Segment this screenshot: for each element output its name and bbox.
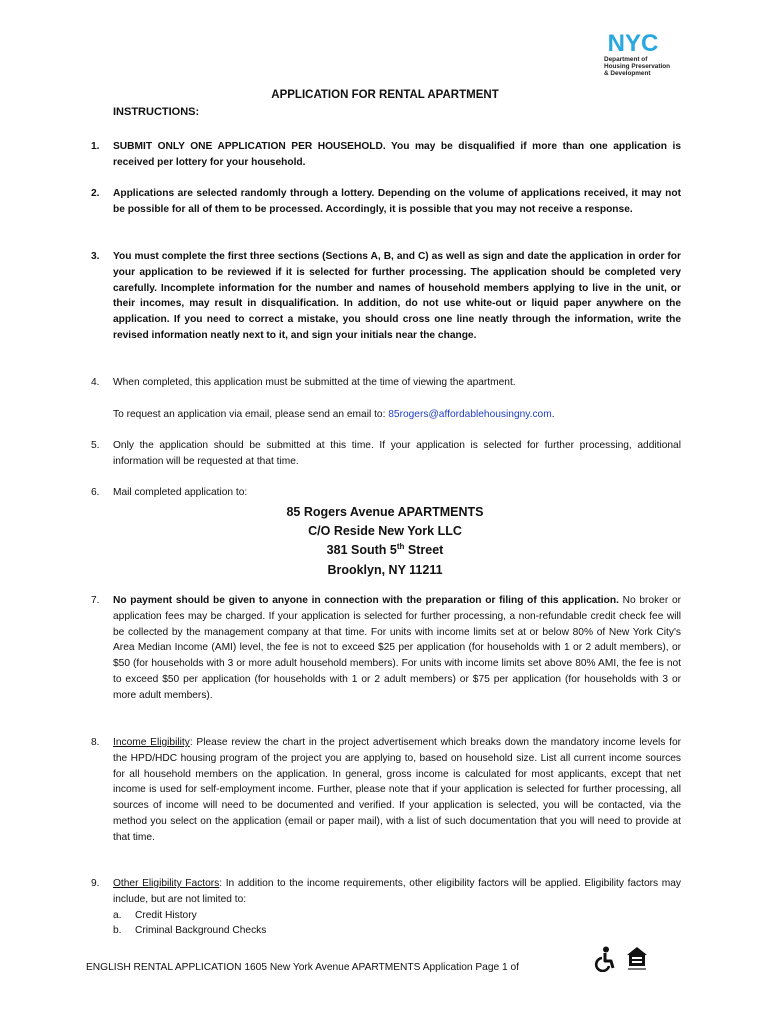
income-eligibility-label: Income Eligibility <box>113 737 190 748</box>
instruction-2 <box>87 186 681 218</box>
item-text: Mail completed application to: <box>113 487 248 498</box>
other-eligibility-text: In addition to the income requirements, other eligibility factors will be applied. Eligibility factors may include, but are not limited to: <box>113 878 681 905</box>
nyc-logo-icon <box>604 32 662 54</box>
page-footer: ENGLISH RENTAL APPLICATION 1605 New York Avenue APARTMENTS Application Page 1 of <box>86 962 519 973</box>
instruction-6 <box>87 485 681 501</box>
sub-item-letter: b. <box>113 925 122 937</box>
accessibility-icon <box>594 946 616 972</box>
address-line-1: 85 Rogers Avenue APARTMENTS <box>286 505 484 519</box>
other-eligibility-label: Other Eligibility Factors <box>113 878 220 889</box>
address-line-4: Brooklyn, NY 11211 <box>327 562 443 577</box>
item-number: 9. <box>91 878 100 889</box>
item-number: 3. <box>91 251 100 262</box>
item-number: 4. <box>91 377 100 388</box>
mailing-address <box>0 503 770 580</box>
logo-line-2: Housing Preservation <box>604 63 671 71</box>
item-number: 5. <box>91 440 100 451</box>
item-text: SUBMIT ONLY ONE APPLICATION PER HOUSEHOLD. You may be disqualified if more than one application is received per lottery for your household. <box>113 141 681 168</box>
logo-line-3: & Development <box>604 70 651 78</box>
email-period: . <box>551 408 555 420</box>
instruction-8 <box>87 735 681 846</box>
item-text: You must complete the first three sections (Sections A, B, and C) as well as sign and date the application in order for your application to be reviewed if it is selected for further processing. The application should be completed very carefully. Incomplete information for the number and names of household members applying to live in the unit, or their incomes, may result in disqualification. In addition, do not use white-out or liquid paper anywhere on the application. If you need to correct a mistake, you should cross one line neatly through the information, write the revised information neatly next to it, and sign your initials near the change. <box>113 251 681 341</box>
sub-item-text: Criminal Background Checks <box>135 925 267 937</box>
item-text: Only the application should be submitted at this time. If your application is selected for further processing, additional information will be requested at that time. <box>113 440 681 467</box>
label-colon: : <box>189 737 193 748</box>
instruction-5 <box>87 438 681 470</box>
instruction-9 <box>87 876 681 939</box>
email-request-line <box>113 407 681 423</box>
instructions-heading: INSTRUCTIONS: <box>113 106 200 118</box>
income-eligibility-text: Please review the chart in the project advertisement which breaks down the mandatory income levels for the HPD/HDC housing program of the project you are applying to, based on household size. List all current income sources for all household members on the application. In general, gross income is calculated for most applicants, except that net income is used for self-employment income. Further, please note that if your application is selected for further processing, all sources of income will need to be documented and verified. If your application is selected, you will be contacted, via the method you select on the application (email or paper mail), with a list of such documentation that you will need to provide at that time. <box>113 737 681 843</box>
item-text <box>113 876 681 908</box>
page-title: APPLICATION FOR RENTAL APARTMENT <box>271 89 499 101</box>
logo-brand-text: NYC <box>607 32 659 54</box>
instruction-7 <box>87 593 681 704</box>
instruction-4 <box>87 375 681 423</box>
instruction-1 <box>87 139 681 171</box>
item-number: 8. <box>91 737 100 748</box>
email-request-text: To request an application via email, please send an email to: <box>113 408 386 420</box>
fee-details: No broker or application fees may be charged. If your application is selected for further processing, a non-refundable credit check fee will be collected by the management company at that time. For units with income limits set at or below 80% of New York City's Area Median Income (AMI) level, the fee is not to exceed $25 per application (for households with 1 or 2 adult members), or $50 (for households with 3 or more adult household members). For units with income limits set above 80% AMI, the fee is not to exceed $50 per application (for households with 1 or 2 adult members) or $75 per application (for households with 3 or more adult members). <box>113 595 682 701</box>
label-colon: : <box>219 878 223 889</box>
no-payment-notice: No payment should be given to anyone in connection with the preparation or filing of this application. <box>113 595 619 606</box>
address-ordinal: th <box>396 542 405 552</box>
address-line-2: C/O Reside New York LLC <box>308 524 462 539</box>
logo-agency-text <box>604 56 684 78</box>
item-text <box>113 735 681 846</box>
email-link[interactable]: 85rogers@affordablehousingny.com <box>388 408 552 420</box>
address-street-suffix: Street <box>404 543 444 558</box>
address-line-3 <box>0 541 770 560</box>
nyc-hpd-logo <box>604 32 684 78</box>
item-text <box>113 593 681 704</box>
item-number: 1. <box>91 141 100 152</box>
item-number: 2. <box>91 188 100 199</box>
item-number: 6. <box>91 487 100 498</box>
item-text: When completed, this application must be submitted at the time of viewing the apartment. <box>113 377 516 388</box>
sub-item-text: Credit History <box>135 909 197 921</box>
logo-line-1: Department of <box>604 56 648 63</box>
item-text: Applications are selected randomly through a lottery. Depending on the volume of applications received, it may not be possible for all of them to be processed. Accordingly, it is possible that you may not receive a response. <box>113 188 681 215</box>
sub-item-a <box>113 908 681 924</box>
item-number: 7. <box>91 595 100 606</box>
equal-housing-opportunity-icon <box>626 946 648 972</box>
sub-item-letter: a. <box>113 909 122 921</box>
instruction-3 <box>87 249 681 344</box>
sub-item-b <box>113 923 681 939</box>
address-street-number: 381 South 5 <box>326 543 397 558</box>
